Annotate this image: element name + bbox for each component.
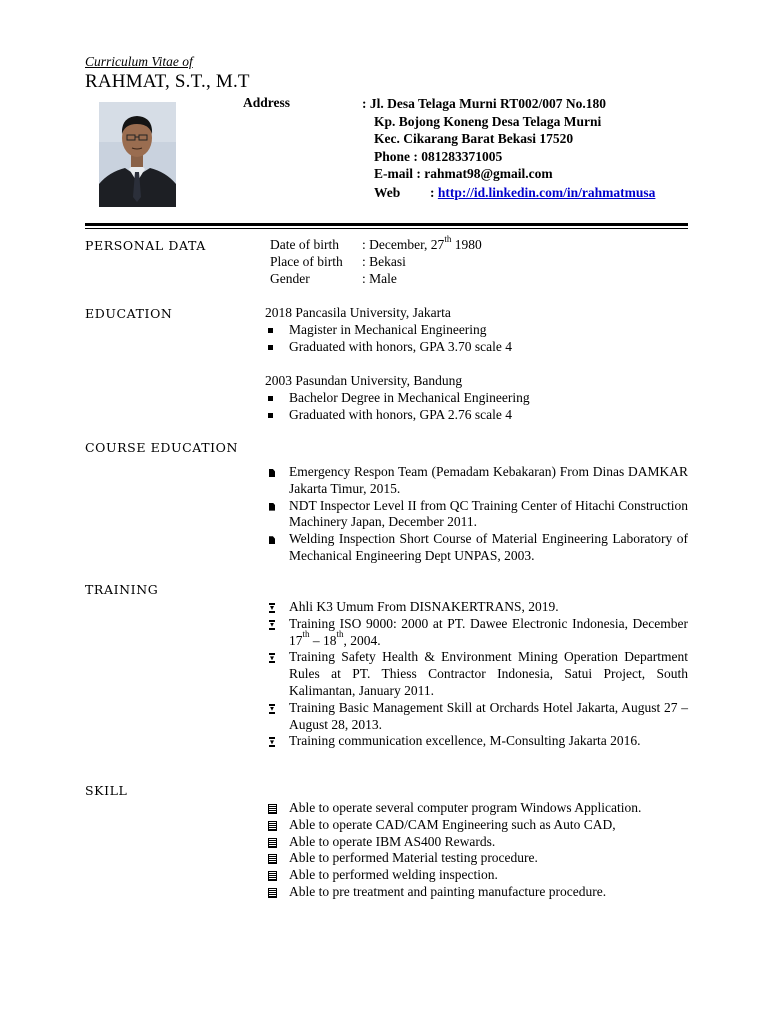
education-list bbox=[265, 322, 512, 356]
document-bullet-icon bbox=[269, 503, 275, 511]
list-item bbox=[265, 339, 512, 356]
list-item bbox=[265, 649, 688, 699]
address-label: Address bbox=[243, 95, 291, 110]
hourglass-bullet-icon bbox=[269, 653, 275, 663]
pob-value: : Bekasi bbox=[362, 254, 406, 269]
list-item bbox=[265, 616, 688, 650]
list-item bbox=[265, 531, 688, 565]
education-entry-2 bbox=[265, 373, 530, 424]
list-item bbox=[265, 407, 530, 424]
list-item-text: Able to operate several computer program Windows Application. bbox=[289, 800, 642, 815]
list-item bbox=[265, 733, 688, 750]
list-item-text: Graduated with honors, GPA 2.76 scale 4 bbox=[289, 406, 512, 422]
book-bullet-icon bbox=[268, 854, 277, 864]
list-item bbox=[265, 884, 688, 901]
square-bullet-icon bbox=[268, 396, 273, 401]
training-sup-1: th bbox=[302, 629, 310, 640]
dob-value: : December, 27 bbox=[362, 237, 445, 252]
education-entry-1 bbox=[265, 305, 512, 356]
education-list bbox=[265, 390, 530, 424]
gender-label: Gender bbox=[270, 271, 310, 286]
list-item-text: Ahli K3 Umum From DISNAKERTRANS, 2019. bbox=[289, 599, 559, 614]
hourglass-bullet-icon bbox=[269, 603, 275, 613]
linkedin-link[interactable]: http://id.linkedin.com/in/rahmatmusa bbox=[437, 185, 656, 200]
course-list bbox=[265, 464, 688, 565]
list-item bbox=[265, 390, 530, 407]
list-item-text: Emergency Respon Team (Pemadam Kebakaran) From Dinas DAMKAR Jakarta Timur, 2015. bbox=[289, 464, 688, 496]
document-bullet-icon bbox=[269, 536, 275, 544]
web-separator: : bbox=[430, 185, 435, 200]
training-list bbox=[265, 599, 688, 750]
square-bullet-icon bbox=[268, 345, 273, 350]
list-item-text: Able to performed Material testing procedure. bbox=[289, 850, 538, 866]
training-text-a: Training ISO 9000: 2000 at PT. Dawee Electronic Indonesia, December 17 bbox=[289, 615, 688, 648]
hourglass-bullet-icon bbox=[269, 620, 275, 630]
list-item bbox=[265, 850, 688, 867]
list-item-text: Able to operate IBM AS400 Rewards. bbox=[289, 833, 496, 849]
address-line-2: Kp. Bojong Koneng Desa Telaga Murni bbox=[374, 113, 602, 129]
portrait-image bbox=[99, 102, 176, 207]
address-line-3: Kec. Cikarang Barat Bekasi 17520 bbox=[374, 131, 574, 146]
web-row bbox=[374, 185, 655, 202]
book-bullet-icon bbox=[268, 838, 277, 848]
email-line: E-mail : rahmat98@gmail.com bbox=[374, 166, 553, 181]
list-item-text: Able to pre treatment and painting manufacture procedure. bbox=[289, 883, 607, 899]
list-item-text: Graduated with honors, GPA 3.70 scale 4 bbox=[289, 338, 512, 354]
list-item bbox=[265, 817, 688, 834]
pob-row bbox=[270, 254, 482, 271]
list-item bbox=[265, 700, 688, 734]
hourglass-bullet-icon bbox=[269, 704, 275, 714]
list-item-text: Magister in Mechanical Engineering bbox=[289, 321, 487, 337]
book-bullet-icon bbox=[268, 871, 277, 881]
list-item bbox=[265, 464, 688, 498]
section-education: EDUCATION bbox=[85, 306, 173, 321]
profile-photo bbox=[99, 102, 176, 207]
hourglass-bullet-icon bbox=[269, 737, 275, 747]
pob-label: Place of birth bbox=[270, 254, 343, 269]
square-bullet-icon bbox=[268, 413, 273, 418]
list-item-text bbox=[289, 616, 688, 648]
section-course-education: COURSE EDUCATION bbox=[85, 440, 239, 455]
gender-value: : Male bbox=[362, 271, 397, 286]
list-item-text: Able to operate CAD/CAM Engineering such as Auto CAD, bbox=[289, 816, 616, 832]
divider-thick bbox=[85, 223, 688, 226]
list-item bbox=[265, 800, 688, 817]
phone-line: Phone : 081283371005 bbox=[374, 148, 503, 164]
section-personal-data: PERSONAL DATA bbox=[85, 238, 206, 253]
section-skill: SKILL bbox=[85, 783, 128, 798]
list-item-text: Training communication excellence, M-Consulting Jakarta 2016. bbox=[289, 733, 641, 749]
list-item-text: Training Safety Health & Environment Mining Operation Department Rules at PT. Thiess Contractor Indonesia, Satui Project, South Kalimantan, January 2011. bbox=[289, 649, 688, 698]
training-sup-2: th bbox=[336, 629, 344, 640]
list-item-text: Welding Inspection Short Course of Material Engineering Laboratory of Mechanical Engineering Dept UNPAS, 2003. bbox=[289, 531, 688, 563]
section-training: TRAINING bbox=[85, 582, 159, 597]
cv-of-label: Curriculum Vitae of bbox=[85, 54, 193, 69]
book-bullet-icon bbox=[268, 821, 277, 831]
list-item-text: Bachelor Degree in Mechanical Engineering bbox=[289, 389, 530, 405]
list-item-text: Training Basic Management Skill at Orchards Hotel Jakarta, August 27 – August 28, 2013. bbox=[289, 699, 688, 732]
web-label: Web bbox=[374, 185, 401, 200]
training-text-b: – 18 bbox=[309, 632, 337, 648]
dob-label: Date of birth bbox=[270, 237, 339, 252]
square-bullet-icon bbox=[268, 328, 273, 333]
address-line-1: : Jl. Desa Telaga Murni RT002/007 No.180 bbox=[362, 96, 607, 111]
list-item-text: Able to performed welding inspection. bbox=[289, 867, 498, 883]
personal-data bbox=[270, 233, 482, 288]
contact-block bbox=[362, 95, 606, 183]
training-text-c: , 2004. bbox=[343, 632, 381, 648]
candidate-name: RAHMAT, S.T., M.T bbox=[85, 71, 250, 92]
list-item-text: NDT Inspector Level II from QC Training Center of Hitachi Construction Machinery Japan, December 2011. bbox=[289, 497, 688, 530]
education-heading: 2003 Pasundan University, Bandung bbox=[265, 373, 463, 388]
list-item bbox=[265, 322, 512, 339]
dob-sup: th bbox=[444, 233, 452, 244]
list-item bbox=[265, 867, 688, 884]
book-bullet-icon bbox=[268, 804, 277, 814]
gender-row bbox=[270, 271, 482, 288]
list-item bbox=[265, 599, 688, 616]
list-item bbox=[265, 498, 688, 532]
dob-row bbox=[270, 233, 482, 254]
list-item bbox=[265, 834, 688, 851]
book-bullet-icon bbox=[268, 888, 277, 898]
document-bullet-icon bbox=[269, 469, 275, 477]
dob-year: 1980 bbox=[451, 237, 482, 252]
divider-thin bbox=[85, 228, 688, 229]
skill-list bbox=[265, 800, 688, 901]
education-heading: 2018 Pancasila University, Jakarta bbox=[265, 305, 451, 320]
